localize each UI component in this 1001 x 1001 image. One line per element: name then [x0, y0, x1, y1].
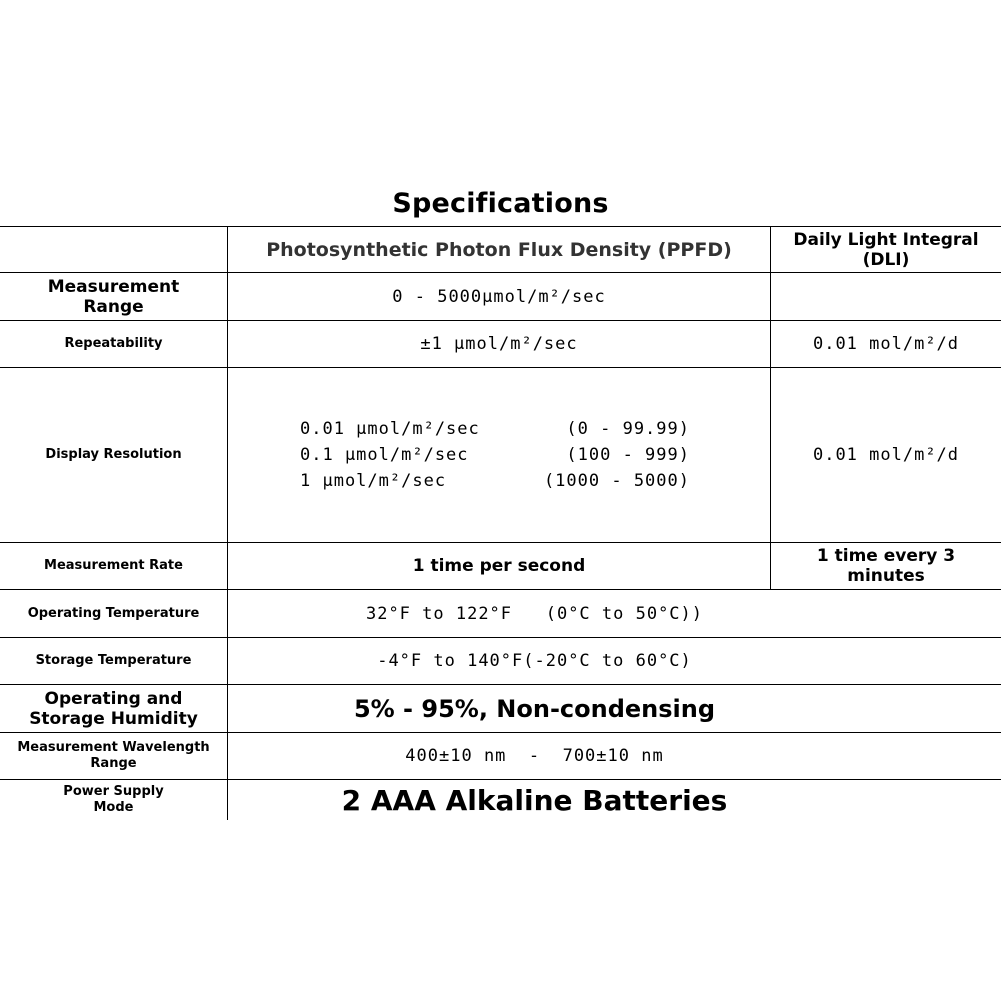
header-ppfd [228, 227, 770, 272]
repeatability-ppfd: ±1 μmol/m²/sec [420, 334, 578, 354]
display-resolution-dli: 0.01 mol/m²/d [812, 445, 960, 465]
resolution-line: 0.01 μmol/m²/sec (0 - 99.99) [300, 419, 690, 439]
repeatability-dli: 0.01 mol/m²/d [812, 334, 960, 354]
row-label-measurement-rate: Measurement Rate [44, 558, 183, 573]
row-label-operating-temperature: Operating Temperature [27, 605, 200, 621]
power-supply-value: 2 AAA Alkaline Batteries [341, 783, 728, 817]
header-ppfd-text: Photosynthetic Photon Flux Density (PPFD) [266, 238, 732, 261]
page-title: Specifications [392, 188, 609, 219]
resolution-line: 1 μmol/m²/sec (1000 - 5000) [300, 471, 690, 491]
header-dli [771, 227, 1001, 272]
humidity-value: 5% - 95%, Non-condensing [353, 694, 716, 723]
header-dli-text: Daily Light Integral (DLI) [793, 229, 979, 270]
row-label-storage-temperature: Storage Temperature [35, 653, 192, 668]
row-label-humidity: Operating and Storage Humidity [29, 688, 198, 729]
measurement-range-dli [771, 273, 1001, 320]
storage-temperature-value: -4°F to 140°F(-20°C to 60°C) [377, 651, 692, 671]
row-label-measurement-range: Measurement Range [47, 276, 180, 317]
wavelength-value: 400±10 nm - 700±10 nm [405, 746, 664, 766]
row-label-repeatability: Repeatability [64, 336, 163, 351]
measurement-rate-dli: 1 time every 3 minutes [816, 546, 956, 586]
resolution-list [300, 416, 690, 494]
display-resolution-ppfd [228, 368, 770, 542]
row-label-wavelength: Measurement Wavelength Range [17, 740, 210, 771]
measurement-range-ppfd: 0 - 5000μmol/m²/sec [392, 286, 606, 307]
operating-temperature-value: 32°F to 122°F (0°C to 50°C)) [365, 603, 704, 624]
measurement-rate-ppfd: 1 time per second [412, 555, 586, 576]
resolution-line: 0.1 μmol/m²/sec (100 - 999) [300, 445, 690, 465]
row-label-power-supply: Power Supply Mode [63, 784, 164, 815]
row-label-display-resolution: Display Resolution [45, 447, 182, 462]
